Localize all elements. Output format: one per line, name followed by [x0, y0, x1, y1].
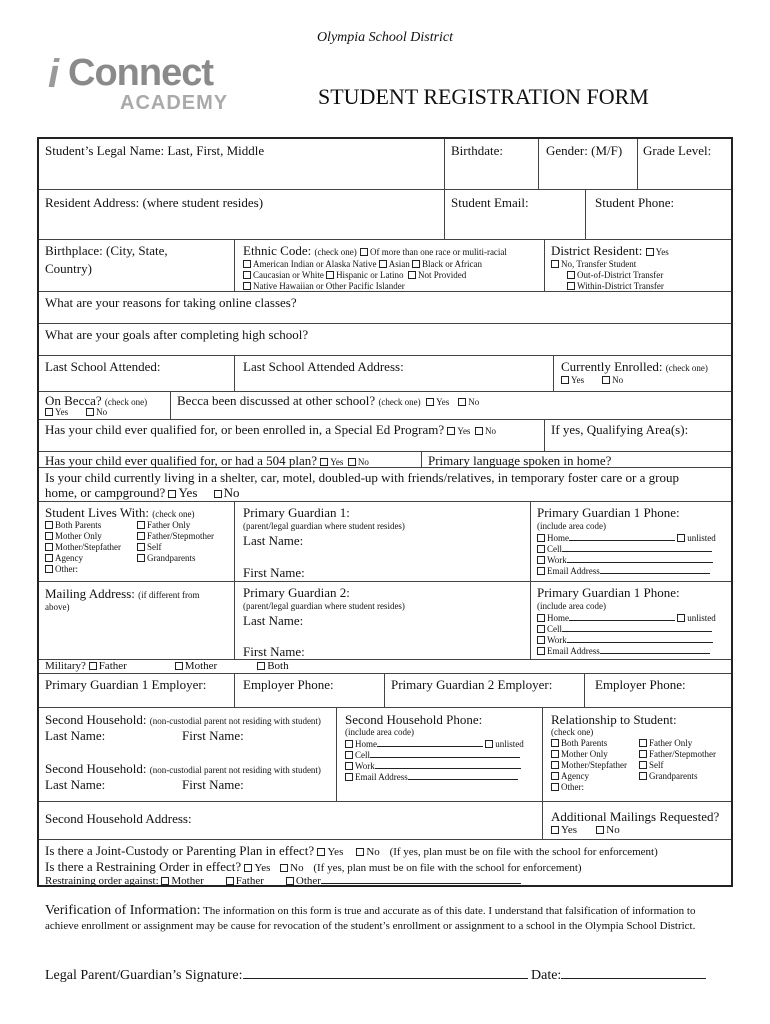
reasons-label: What are your reasons for taking online classes? — [45, 295, 297, 310]
becca-label: On Becca? (check one) — [45, 393, 148, 408]
lives-option[interactable]: Grandparents — [137, 553, 195, 564]
relationship-option[interactable]: Father/Stepmother — [639, 749, 716, 760]
joint-custody-row: Is there a Joint-Custody or Parenting Plan in effect? Yes No (If yes, plan must be on file with the school for enforcement) — [45, 843, 658, 858]
birthdate-label: Birthdate: — [451, 143, 503, 158]
second-household-first-name: First Name: — [182, 728, 244, 743]
second-household-label-2: Second Household: (non-custodial parent not residing with student) — [45, 761, 321, 776]
discussed-no-checkbox[interactable] — [458, 398, 466, 406]
second-household-last-name: Last Name: — [45, 728, 106, 743]
becca-no-checkbox[interactable] — [86, 408, 94, 416]
against-mother-checkbox[interactable] — [161, 877, 169, 885]
employer1-phone-label: Employer Phone: — [243, 677, 334, 692]
enrolled-yes-checkbox[interactable] — [561, 376, 569, 384]
military-both-checkbox[interactable] — [257, 662, 265, 670]
lives-option[interactable]: Father/Stepmother — [137, 531, 214, 542]
restraining-against-row: Restraining order against: Mother Father Other — [45, 875, 521, 887]
ethnic-checkbox[interactable] — [412, 260, 420, 268]
district-resident-label: District Resident: Yes — [551, 243, 669, 258]
guardian2-work-phone[interactable]: Work — [537, 634, 713, 646]
against-father-checkbox[interactable] — [226, 877, 234, 885]
birthplace-label: Birthplace: (City, State, — [45, 243, 168, 258]
currently-enrolled-label: Currently Enrolled: (check one) — [561, 359, 708, 374]
district-name: Olympia School District — [316, 30, 454, 45]
relationship-option[interactable]: Both Parents — [551, 738, 607, 749]
lives-option[interactable]: Self — [137, 542, 162, 553]
plan-504-label: Has your child ever qualified for, or had a 504 plan? Yes No — [45, 453, 369, 468]
student-email-label: Student Email: — [451, 195, 529, 210]
within-district-option: Within-District Transfer — [567, 281, 664, 292]
mailings-no-checkbox[interactable] — [596, 826, 604, 834]
guardian2-email[interactable]: Email Address — [537, 645, 710, 657]
guardian2-last-name: Last Name: — [243, 613, 304, 628]
second-email[interactable]: Email Address — [345, 771, 518, 783]
guardian1-title: Primary Guardian 1: — [243, 505, 350, 520]
guardian1-work-phone[interactable]: Work — [537, 554, 713, 566]
second-household-phone-title: Second Household Phone: — [345, 712, 483, 727]
within-district-checkbox[interactable] — [567, 282, 575, 290]
lives-with-label: Student Lives With: (check one) — [45, 505, 195, 520]
restraining-order-row: Is there a Restraining Order in effect? Yes No (If yes, plan must be on file with the school for enforcement) — [45, 859, 582, 874]
relationship-option[interactable]: Self — [639, 760, 664, 771]
guardian1-note: (parent/legal guardian where student resides) — [243, 521, 405, 531]
mailings-yes-checkbox[interactable] — [551, 826, 559, 834]
second-household-label: Second Household: (non-custodial parent not residing with student) — [45, 712, 321, 727]
goals-label: What are your goals after completing high school? — [45, 327, 309, 342]
becca-yes-checkbox[interactable] — [45, 408, 53, 416]
qualifying-area-label: If yes, Qualifying Area(s): — [551, 422, 689, 437]
restraining-no-checkbox[interactable] — [280, 864, 288, 872]
signature-line[interactable] — [243, 965, 528, 979]
ethnic-checkbox[interactable] — [243, 260, 251, 268]
guardian1-last-name: Last Name: — [243, 533, 304, 548]
joint-no-checkbox[interactable] — [356, 848, 364, 856]
verification-statement: Verification of Information: The information on this form is true and accurate as of this date. I understand that falsification of information to achieve enrollment or assignment may be cause for revocation of the student’s enrollment or assignment to a school in the Olympia School District. — [45, 903, 696, 932]
relationship-note: (check one) — [551, 727, 594, 737]
guardian2-note: (parent/legal guardian where student resides) — [243, 601, 405, 611]
transfer-checkbox[interactable] — [551, 260, 559, 268]
enrolled-options: Yes No — [561, 375, 623, 386]
birthplace-label-2: Country) — [45, 261, 92, 276]
iconnect-academy-logo: i Connect ACADEMY — [48, 52, 229, 114]
ethnic-code-label: Ethnic Code: (check one) Of more than one race or muliti-racial — [243, 243, 507, 258]
guardian2-phone-note: (include area code) — [537, 601, 606, 611]
mailing-address-label: Mailing Address: (if different from — [45, 586, 200, 601]
resident-address-label: Resident Address: (where student resides) — [45, 195, 264, 210]
enrolled-no-checkbox[interactable] — [602, 376, 610, 384]
mailing-address-note: above) — [45, 602, 70, 612]
military-father-checkbox[interactable] — [89, 662, 97, 670]
shelter-question-line2: home, or campground? Yes No — [45, 485, 240, 500]
guardian2-title: Primary Guardian 2: — [243, 585, 350, 600]
ethnic-checkbox[interactable] — [408, 271, 416, 279]
ethnic-multi-checkbox[interactable] — [360, 248, 368, 256]
second-household-last-name-2: Last Name: — [45, 777, 106, 792]
transfer-student-option: No, Transfer Student — [551, 259, 636, 270]
shelter-question-line1: Is your child currently living in a shelter, car, motel, doubled-up with friends/relatives, in temporary foster care or a group — [45, 470, 679, 485]
relationship-option[interactable]: Other: — [551, 782, 584, 793]
last-school-address-label: Last School Attended Address: — [243, 359, 404, 374]
gender-label: Gender: (M/F) — [546, 143, 623, 158]
guardian2-cell-phone[interactable]: Cell — [537, 623, 712, 635]
joint-yes-checkbox[interactable] — [317, 848, 325, 856]
guardian2-phone-title: Primary Guardian 1 Phone: — [537, 585, 680, 600]
lives-option[interactable]: Mother/Stepfather — [45, 542, 121, 553]
form-title: STUDENT REGISTRATION FORM — [318, 84, 649, 109]
relationship-option[interactable]: Grandparents — [639, 771, 697, 782]
second-phone-note: (include area code) — [345, 727, 414, 737]
shelter-no-checkbox[interactable] — [214, 490, 222, 498]
shelter-yes-checkbox[interactable] — [168, 490, 176, 498]
ethnic-checkbox[interactable] — [379, 260, 387, 268]
against-other-checkbox[interactable] — [286, 877, 294, 885]
guardian1-home-phone[interactable]: Home unlisted — [537, 532, 716, 544]
guardian2-home-phone[interactable]: Home unlisted — [537, 612, 716, 624]
second-home-phone[interactable]: Home unlisted — [345, 738, 524, 750]
lives-option[interactable]: Other: — [45, 564, 78, 575]
restraining-yes-checkbox[interactable] — [244, 864, 252, 872]
primary-language-label: Primary language spoken in home? — [428, 453, 612, 468]
relationship-title: Relationship to Student: — [551, 712, 677, 727]
lives-option[interactable]: Agency — [45, 553, 83, 564]
guardian1-phone-title: Primary Guardian 1 Phone: — [537, 505, 680, 520]
student-phone-label: Student Phone: — [595, 195, 675, 210]
relationship-option[interactable]: Agency — [551, 771, 589, 782]
guardian1-phone-note: (include area code) — [537, 521, 606, 531]
504-yes-checkbox[interactable] — [320, 458, 328, 466]
military-mother-checkbox[interactable] — [175, 662, 183, 670]
guardian2-first-name: First Name: — [243, 644, 305, 659]
legal-name-label: Student’s Legal Name: Last, First, Middle — [45, 143, 265, 158]
second-work-phone[interactable]: Work — [345, 760, 521, 772]
signature-row: Legal Parent/Guardian’s Signature: Date: — [45, 965, 706, 984]
discussed-yes-checkbox[interactable] — [426, 398, 434, 406]
becca-discussed-label: Becca been discussed at other school? (check one) Yes No — [177, 393, 480, 408]
ethnic-checkbox[interactable] — [243, 282, 251, 290]
lives-option[interactable]: Both Parents — [45, 520, 101, 531]
relationship-option[interactable]: Mother Only — [551, 749, 608, 760]
ethnic-checkbox[interactable] — [243, 271, 251, 279]
second-household-address-label: Second Household Address: — [45, 811, 192, 826]
out-district-checkbox[interactable] — [567, 271, 575, 279]
504-no-checkbox[interactable] — [348, 458, 356, 466]
additional-mailings-label: Additional Mailings Requested? — [551, 809, 720, 824]
special-ed-yes-checkbox[interactable] — [447, 427, 455, 435]
ethnic-options-row1: American Indian or Alaska Native Asian Black or African — [243, 259, 482, 270]
lives-option[interactable]: Mother Only — [45, 531, 102, 542]
employer2-phone-label: Employer Phone: — [595, 677, 686, 692]
guardian2-employer-label: Primary Guardian 2 Employer: — [391, 677, 553, 692]
ethnic-options-row2: Caucasian or White Hispanic or Latino Not Provided — [243, 270, 466, 281]
lives-option[interactable]: Father Only — [137, 520, 190, 531]
guardian1-first-name: First Name: — [243, 565, 305, 580]
registration-form — [37, 137, 733, 887]
out-of-district-option: Out-of-District Transfer — [567, 270, 663, 281]
second-cell-phone[interactable]: Cell — [345, 749, 520, 761]
ethnic-checkbox[interactable] — [326, 271, 334, 279]
last-school-label: Last School Attended: — [45, 359, 161, 374]
guardian1-email[interactable]: Email Address — [537, 565, 710, 577]
guardian1-cell-phone[interactable]: Cell — [537, 543, 712, 555]
relationship-option[interactable]: Mother/Stepfather — [551, 760, 627, 771]
guardian1-employer-label: Primary Guardian 1 Employer: — [45, 677, 207, 692]
second-household-first-name-2: First Name: — [182, 777, 244, 792]
special-ed-label: Has your child ever qualified for, or been enrolled in, a Special Ed Program? Yes No — [45, 422, 496, 437]
becca-options: Yes No — [45, 407, 107, 418]
relationship-option[interactable]: Father Only — [639, 738, 692, 749]
special-ed-no-checkbox[interactable] — [475, 427, 483, 435]
ethnic-options-row3: Native Hawaiian or Other Pacific Islander — [243, 281, 405, 292]
resident-yes-checkbox[interactable] — [646, 248, 654, 256]
grade-level-label: Grade Level: — [643, 143, 712, 158]
military-row: Military? Father Mother Both — [45, 660, 289, 672]
mailings-options: Yes No — [551, 825, 620, 836]
date-line[interactable] — [561, 965, 706, 979]
